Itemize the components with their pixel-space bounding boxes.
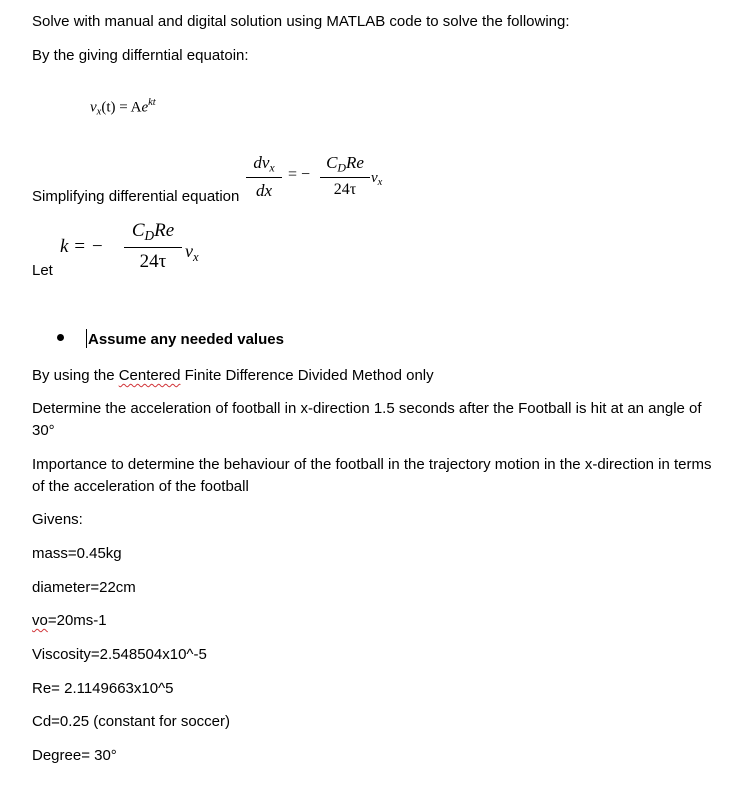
eq3-den: 24τ	[139, 251, 167, 272]
eq3-tail: $v_x$	[185, 241, 199, 264]
spellcheck-word[interactable]: Centered	[118, 367, 181, 384]
eq2-tail: $v_x$	[371, 170, 383, 189]
eq2-equals: = −	[288, 166, 311, 183]
eq1-e: e	[141, 99, 149, 116]
eq1-exp: kt	[148, 97, 156, 108]
eq3-fraction-bar	[124, 247, 182, 248]
intro-line: Solve with manual and digital solution using MATLAB code to solve the following:	[32, 13, 570, 30]
bullet-icon	[57, 334, 64, 341]
text-cursor	[86, 329, 87, 348]
eq2-den-right: 24τ	[333, 181, 357, 198]
eq1-arg: (t) = A	[101, 99, 142, 116]
given-reynolds: Re= 2.1149663x10^5	[32, 680, 174, 697]
eq2-fraction-bar-right	[320, 177, 370, 178]
eq2-num-right: $C_DRe$	[326, 153, 364, 175]
eq1-lhs: v	[90, 99, 97, 116]
determine-paragraph: Determine the acceleration of football in x-direction 1.5 seconds after the Football is hit at an angle of 30°	[32, 400, 702, 439]
spellcheck-word-vo[interactable]: vo	[32, 612, 48, 629]
bullet-item: Assume any needed values	[88, 331, 284, 348]
givens-label: Givens:	[32, 511, 83, 528]
equation-intro: By the giving differntial equatoin:	[32, 47, 249, 64]
let-label: Let	[32, 262, 53, 279]
eq2-fraction-bar-left	[246, 177, 282, 178]
eq3-lhs: k = −	[60, 236, 104, 257]
eq3-num: $C_DRe$	[131, 220, 175, 243]
given-viscosity: Viscosity=2.548504x10^-5	[32, 646, 207, 663]
given-degree: Degree= 30°	[32, 747, 117, 764]
importance-paragraph: Importance to determine the behaviour of the football in the trajectory motion in the x-direction in terms of the acceleration of the football	[32, 456, 712, 495]
given-velocity: vo=20ms-1	[32, 612, 107, 629]
method-line: By using the Centered Finite Difference Divided Method only	[32, 367, 434, 384]
eq1-lhs-sub: x	[96, 106, 102, 118]
eq2-num-left: $dv_x$	[253, 153, 275, 175]
given-diameter: diameter=22cm	[32, 579, 136, 596]
given-drag-coefficient: Cd=0.25 (constant for soccer)	[32, 713, 231, 730]
equation-solution	[90, 97, 156, 117]
given-mass: mass=0.45kg	[32, 545, 122, 562]
eq2-den-left: dx	[255, 181, 273, 200]
simplify-label: Simplifying differential equation	[32, 188, 240, 205]
